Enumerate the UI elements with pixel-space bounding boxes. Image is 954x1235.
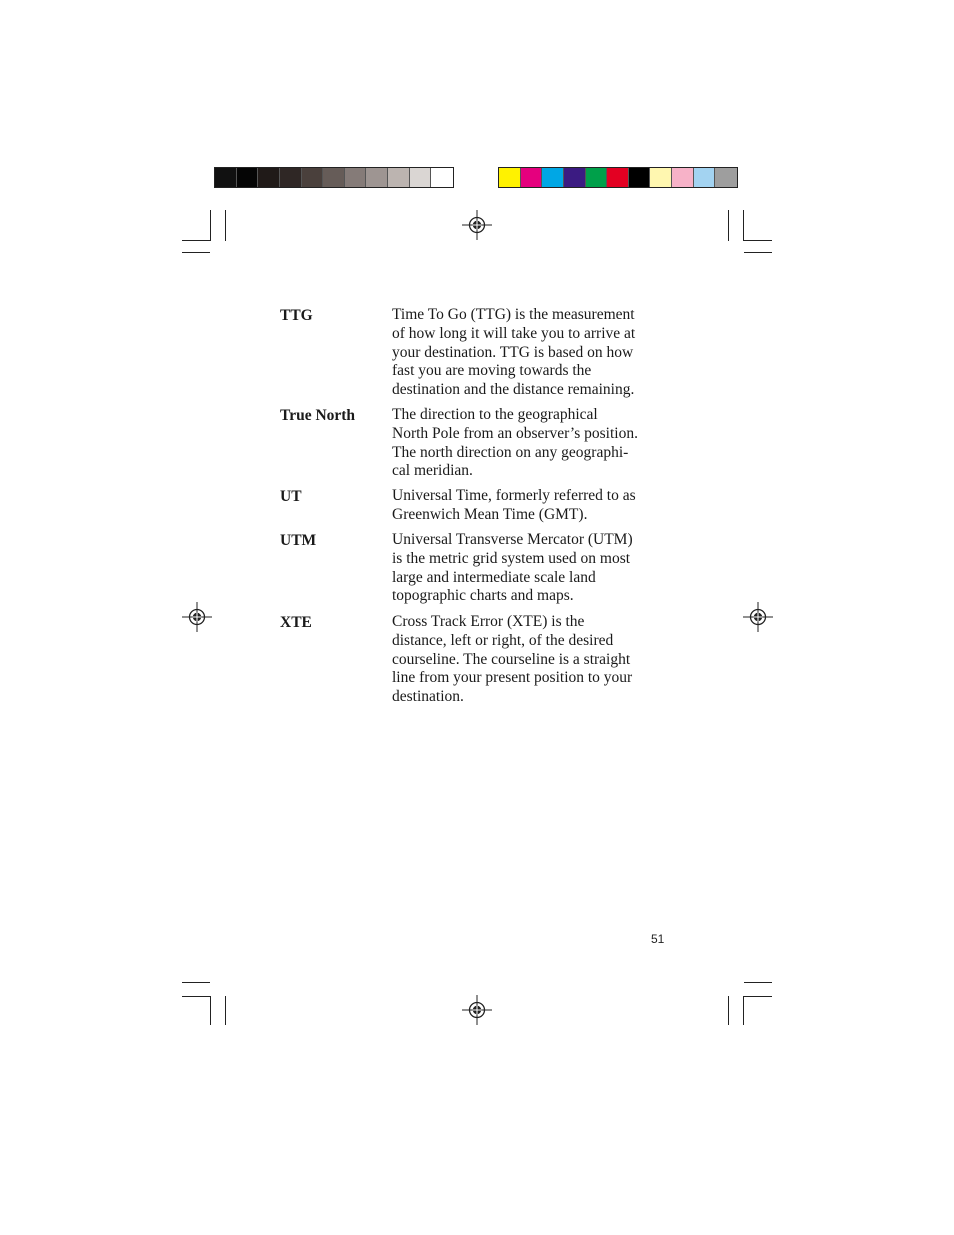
- crop-mark: [744, 982, 772, 983]
- definition-line: Universal Time, formerly referred to as: [392, 487, 636, 504]
- definition-line: distance, left or right, of the desired: [392, 631, 614, 649]
- registration-mark-icon: [462, 995, 492, 1025]
- color-swatch: [323, 168, 345, 187]
- color-swatch: [586, 168, 608, 187]
- color-swatch: [650, 168, 672, 187]
- process-color-bar: [498, 167, 738, 188]
- definition-line: large and intermediate scale land: [392, 568, 596, 586]
- definition-line: Cross Track Error (XTE) is the: [392, 613, 585, 630]
- crop-mark: [743, 210, 744, 241]
- glossary-entry-ut: [280, 487, 660, 531]
- page-number: 51: [651, 932, 665, 946]
- definition-line: courseline. The courseline is a straight: [392, 650, 631, 668]
- registration-mark-icon: [462, 210, 492, 240]
- crop-mark: [743, 996, 744, 1025]
- registration-mark-icon: [182, 602, 212, 632]
- glossary-term: XTE: [280, 614, 312, 631]
- color-swatch: [258, 168, 280, 187]
- definition-line: is the metric grid system used on most: [392, 549, 631, 567]
- glossary-list: [280, 306, 660, 707]
- color-swatch: [607, 168, 629, 187]
- definition-line: your destination. TTG is based on how: [392, 343, 634, 361]
- glossary-definition: [392, 306, 642, 400]
- crop-mark: [210, 210, 211, 241]
- definition-line: destination and the distance remaining.: [392, 381, 635, 399]
- definition-line: Time To Go (TTG) is the measurement: [392, 306, 635, 323]
- registration-mark-icon: [743, 602, 773, 632]
- grayscale-color-bar: [214, 167, 454, 188]
- color-swatch: [345, 168, 367, 187]
- definition-line: North Pole from an observer’s position.: [392, 424, 638, 442]
- glossary-definition: [392, 406, 642, 481]
- crop-mark: [182, 996, 210, 997]
- color-swatch: [521, 168, 543, 187]
- color-swatch: [215, 168, 237, 187]
- crop-mark: [744, 252, 772, 253]
- crop-mark: [225, 996, 226, 1025]
- glossary-term: TTG: [280, 307, 313, 324]
- color-swatch: [280, 168, 302, 187]
- glossary-entry-true-north: [280, 406, 660, 487]
- crop-mark: [225, 210, 226, 241]
- definition-line: Greenwich Mean Time (GMT).: [392, 505, 588, 523]
- definition-line: The north direction on any geographi-: [392, 443, 629, 461]
- glossary-entry-xte: [280, 613, 660, 707]
- color-swatch: [366, 168, 388, 187]
- color-swatch: [629, 168, 651, 187]
- crop-mark: [210, 996, 211, 1025]
- color-swatch: [388, 168, 410, 187]
- color-swatch: [564, 168, 586, 187]
- glossary-term: UTM: [280, 532, 317, 549]
- definition-line: topographic charts and maps.: [392, 587, 574, 605]
- crop-mark: [182, 252, 210, 253]
- glossary-entry-ttg: [280, 306, 660, 406]
- color-swatch: [542, 168, 564, 187]
- crop-mark: [182, 982, 210, 983]
- glossary-term: UT: [280, 488, 302, 505]
- glossary-definition: [392, 531, 642, 606]
- glossary-term: True North: [280, 407, 356, 424]
- glossary-entry-utm: [280, 531, 660, 613]
- color-swatch: [302, 168, 324, 187]
- color-swatch: [672, 168, 694, 187]
- crop-mark: [744, 996, 772, 997]
- crop-mark: [728, 210, 729, 241]
- definition-line: Universal Transverse Mercator (UTM): [392, 531, 633, 548]
- crop-mark: [744, 240, 772, 241]
- color-swatch: [715, 168, 737, 187]
- color-swatch: [499, 168, 521, 187]
- definition-line: fast you are moving towards the: [392, 362, 592, 380]
- glossary-definition: [392, 613, 642, 707]
- color-swatch: [431, 168, 453, 187]
- definition-line: line from your present position to your: [392, 669, 633, 687]
- crop-mark: [182, 240, 210, 241]
- crop-mark: [728, 996, 729, 1025]
- definition-line: of how long it will take you to arrive at: [392, 324, 636, 342]
- definition-line: destination.: [392, 688, 464, 706]
- glossary-definition: [392, 487, 642, 525]
- definition-line: The direction to the geographical: [392, 406, 598, 423]
- definition-line: cal meridian.: [392, 462, 473, 480]
- color-swatch: [410, 168, 432, 187]
- color-swatch: [694, 168, 716, 187]
- color-swatch: [237, 168, 259, 187]
